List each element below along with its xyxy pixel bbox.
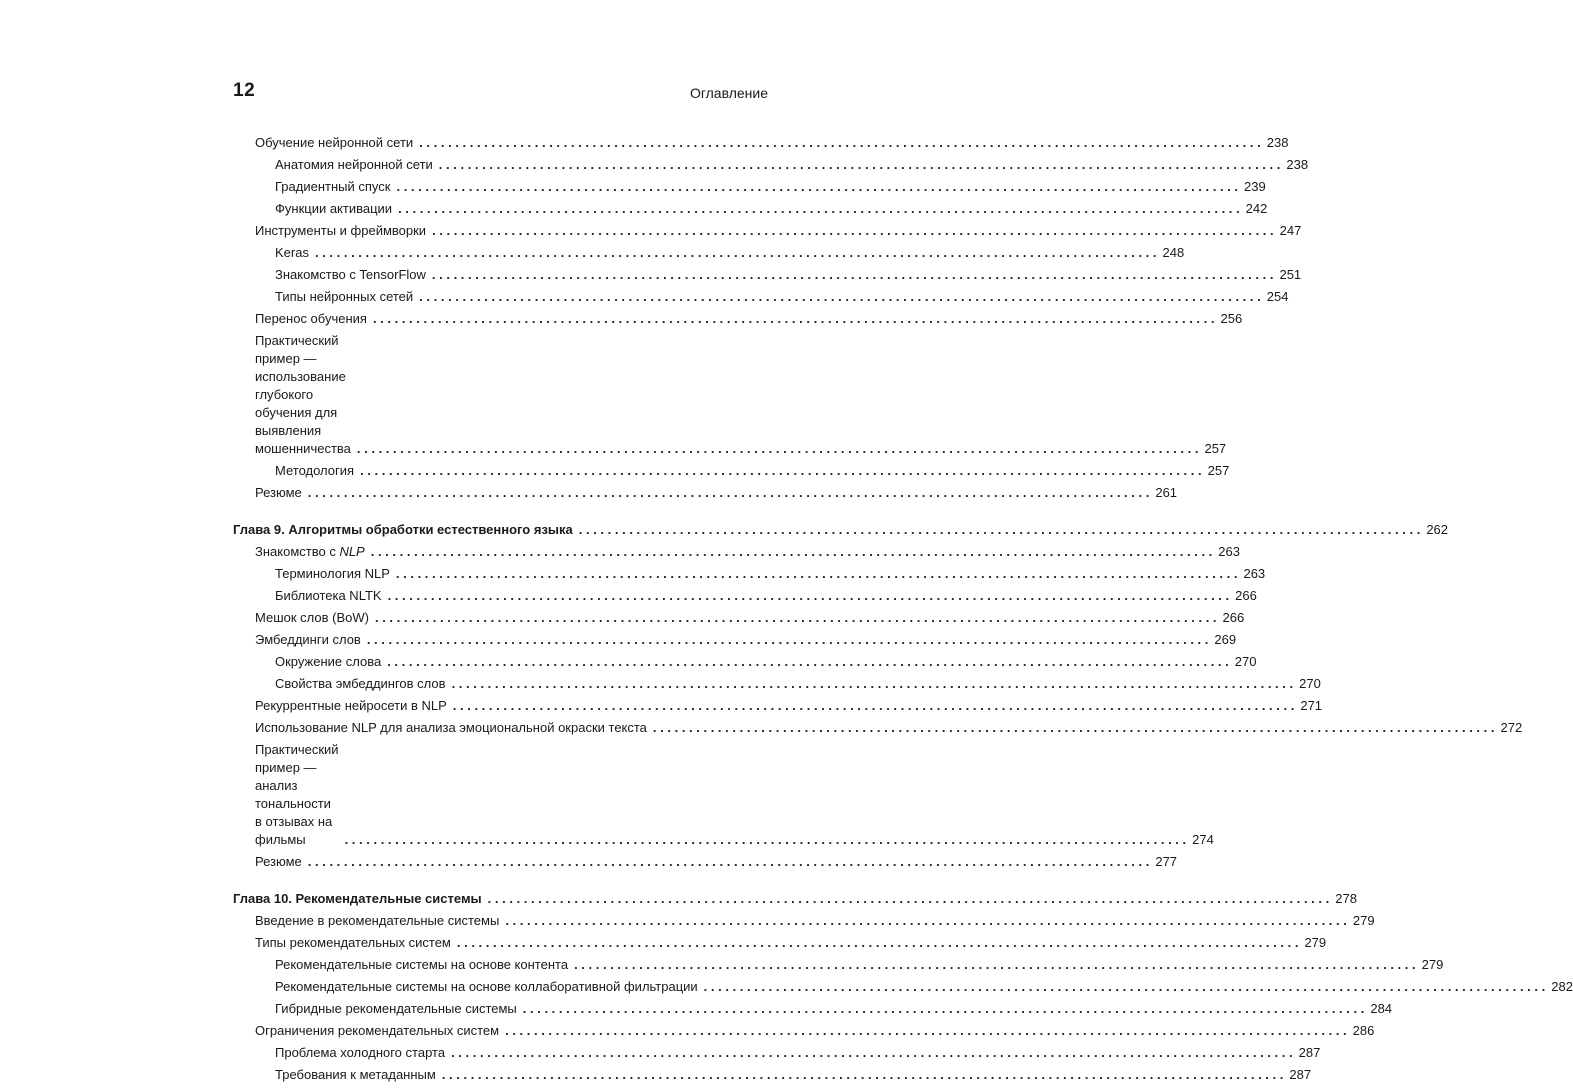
toc-entry[interactable] (233, 543, 1240, 561)
toc-entry-page: 270 (1234, 654, 1257, 669)
page-number: 12 (233, 80, 256, 101)
toc-entry-title-prefix: Знакомство с (255, 544, 340, 559)
toc-entry-title: Keras (275, 245, 309, 260)
toc-entry[interactable] (233, 653, 1257, 671)
toc-entry-title: Типы нейронных сетей (275, 289, 414, 304)
toc-entry-page: 287 (1289, 1067, 1312, 1082)
dot-leader (419, 288, 1261, 306)
toc-entry[interactable] (233, 978, 1573, 996)
toc-chapter-10[interactable] (233, 890, 1357, 908)
dot-leader (505, 1022, 1347, 1040)
toc-entry-title: Методология (275, 463, 355, 478)
chapter-spacer (233, 875, 768, 890)
toc-entry-title: Обучение нейронной сети (255, 135, 414, 150)
dot-leader (396, 565, 1238, 583)
dot-leader (451, 1044, 1293, 1062)
toc-entry-page: 266 (1235, 588, 1257, 603)
toc-entry-title (255, 543, 365, 561)
toc-entry-page: 278 (1335, 891, 1357, 906)
toc-entry-title: Знакомство с TensorFlow (275, 267, 426, 282)
dot-leader (523, 1000, 1365, 1018)
dot-leader (457, 934, 1299, 952)
dot-leader (388, 587, 1230, 605)
toc-entry[interactable] (233, 675, 1321, 693)
toc-entry[interactable] (233, 853, 1178, 871)
toc-entry[interactable] (233, 565, 1266, 583)
toc-entry[interactable] (233, 200, 1268, 218)
toc-entry-page: 279 (1304, 935, 1327, 950)
toc-entry-page: 247 (1279, 223, 1302, 238)
toc-entry[interactable] (233, 332, 1227, 458)
toc-entry[interactable] (233, 156, 1309, 174)
toc-entry-title: Резюме (255, 854, 302, 869)
toc-entry-title: Типы рекомендательных систем (255, 935, 451, 950)
dot-leader (432, 266, 1274, 284)
dot-leader (579, 521, 1421, 539)
toc-entry-title (255, 741, 339, 849)
toc-entry-title: Резюме (255, 485, 302, 500)
toc-entry-title: Использование NLP для анализа эмоциональной окраски текста (255, 720, 647, 735)
toc-entry[interactable] (233, 587, 1257, 605)
toc-entry-title: Терминология NLP (275, 566, 390, 581)
toc-entry-page: 279 (1352, 913, 1375, 928)
dot-leader (704, 978, 1546, 996)
toc-entry[interactable] (233, 134, 1289, 152)
dot-leader (360, 462, 1202, 480)
dot-leader (505, 912, 1347, 930)
toc-entry-page: 242 (1245, 201, 1268, 216)
toc-entry-page: 274 (1192, 832, 1214, 847)
toc-entry-title: Окружение слова (275, 654, 382, 669)
toc-entry-title: Ограничения рекомендательных систем (255, 1023, 500, 1038)
toc-entry-title: Градиентный спуск (275, 179, 391, 194)
toc-entry-title: Рекомендательные системы на основе контента (275, 957, 569, 972)
dot-leader (373, 310, 1215, 328)
toc-entry[interactable] (233, 484, 1178, 502)
toc-entry[interactable] (233, 1000, 1393, 1018)
toc-entry-page: 266 (1222, 610, 1245, 625)
toc-entry-page: 279 (1421, 957, 1444, 972)
table-of-contents (233, 134, 1573, 1088)
toc-entry-title: Эмбеддинги слов (255, 632, 361, 647)
toc-entry-page: 284 (1370, 1001, 1393, 1016)
dot-leader (398, 200, 1240, 218)
toc-entry-page: 256 (1220, 311, 1243, 326)
toc-entry[interactable] (233, 1044, 1321, 1062)
toc-entry[interactable] (233, 1066, 1312, 1084)
toc-entry-page: 272 (1500, 720, 1523, 735)
toc-entry[interactable] (233, 631, 1237, 649)
toc-entry[interactable] (233, 178, 1266, 196)
dot-leader (371, 543, 1213, 561)
dot-leader (653, 719, 1495, 737)
toc-entry-title: Гибридные рекомендательные системы (275, 1001, 517, 1016)
toc-entry[interactable] (233, 912, 1375, 930)
toc-entry[interactable] (233, 244, 1185, 262)
dot-leader (432, 222, 1274, 240)
toc-entry-page: 257 (1204, 441, 1227, 456)
toc-entry-title: Рекуррентные нейросети в NLP (255, 698, 447, 713)
toc-chapter-title: Глава 10. Рекомендательные системы (233, 891, 482, 906)
dot-leader (308, 484, 1150, 502)
toc-entry-title: Проблема холодного старта (275, 1045, 446, 1060)
dot-leader (308, 853, 1150, 871)
toc-entry-title-line1: Практический пример — использование глубокого обучения для выявления (255, 333, 346, 438)
dot-leader (574, 956, 1416, 974)
toc-entry[interactable] (233, 310, 1243, 328)
toc-entry-page: 277 (1155, 854, 1178, 869)
toc-entry-title (255, 332, 351, 458)
toc-entry-page: 261 (1155, 485, 1178, 500)
toc-entry[interactable] (233, 266, 1302, 284)
toc-entry[interactable] (233, 741, 1214, 849)
toc-chapter-title: Глава 9. Алгоритмы обработки естественного языка (233, 522, 573, 537)
toc-entry-title: Свойства эмбеддингов слов (275, 676, 446, 691)
toc-entry-title: Функции активации (275, 201, 393, 216)
dot-leader (453, 697, 1295, 715)
dot-leader (488, 890, 1330, 908)
toc-entry-title: Инструменты и фреймворки (255, 223, 427, 238)
toc-entry[interactable] (233, 288, 1289, 306)
toc-entry-title: Рекомендательные системы на основе коллаборативной фильтрации (275, 979, 698, 994)
toc-entry-title-line1: Практический пример — анализ тональности (255, 742, 339, 811)
toc-entry[interactable] (233, 1022, 1375, 1040)
toc-entry-page: 257 (1207, 463, 1230, 478)
toc-chapter-9[interactable] (233, 521, 1449, 539)
chapter-spacer (233, 506, 768, 521)
toc-entry-page: 270 (1299, 676, 1321, 691)
toc-entry[interactable] (233, 934, 1327, 952)
toc-entry-title: Библиотека NLTK (275, 588, 382, 603)
dot-leader (396, 178, 1238, 196)
toc-entry-page: 251 (1279, 267, 1302, 282)
dot-leader (442, 1066, 1284, 1084)
toc-entry-page: 263 (1243, 566, 1266, 581)
dot-leader (315, 244, 1157, 262)
toc-entry[interactable] (233, 609, 1245, 627)
dot-leader (452, 675, 1294, 693)
toc-entry[interactable] (233, 697, 1323, 715)
toc-entry-page: 248 (1162, 245, 1185, 260)
toc-entry-page: 262 (1426, 522, 1449, 537)
toc-entry-page: 271 (1300, 698, 1323, 713)
toc-entry-title-line2: в отзывах на фильмы (255, 814, 333, 847)
toc-entry-title: Введение в рекомендательные системы (255, 913, 500, 928)
toc-entry[interactable] (233, 956, 1444, 974)
toc-entry-page: 263 (1218, 544, 1240, 559)
toc-entry[interactable] (233, 222, 1302, 240)
dot-leader (419, 134, 1261, 152)
toc-entry-page: 282 (1551, 979, 1573, 994)
toc-entry-title: Требования к метаданным (275, 1067, 436, 1082)
dot-leader (439, 156, 1281, 174)
dot-leader (357, 440, 1199, 458)
dot-leader (375, 609, 1217, 627)
toc-entry[interactable] (233, 719, 1523, 737)
dot-leader (367, 631, 1209, 649)
toc-entry-page: 287 (1298, 1045, 1321, 1060)
running-title: Оглавление (689, 85, 768, 101)
toc-entry-title-line2: мошенничества (255, 441, 351, 456)
toc-entry-title: Перенос обучения (255, 311, 367, 326)
toc-entry-page: 286 (1352, 1023, 1375, 1038)
toc-entry-page: 238 (1266, 135, 1289, 150)
dot-leader (387, 653, 1229, 671)
dot-leader (345, 831, 1187, 849)
toc-entry-title: Анатомия нейронной сети (275, 157, 433, 172)
toc-entry-page: 254 (1266, 289, 1289, 304)
toc-entry-page: 269 (1214, 632, 1237, 647)
toc-entry-title-italic: NLP (339, 544, 365, 559)
toc-entry-page: 239 (1244, 179, 1266, 194)
toc-entry-title: Мешок слов (BoW) (255, 610, 369, 625)
toc-entry[interactable] (233, 462, 1230, 480)
toc-entry-page: 238 (1286, 157, 1309, 172)
